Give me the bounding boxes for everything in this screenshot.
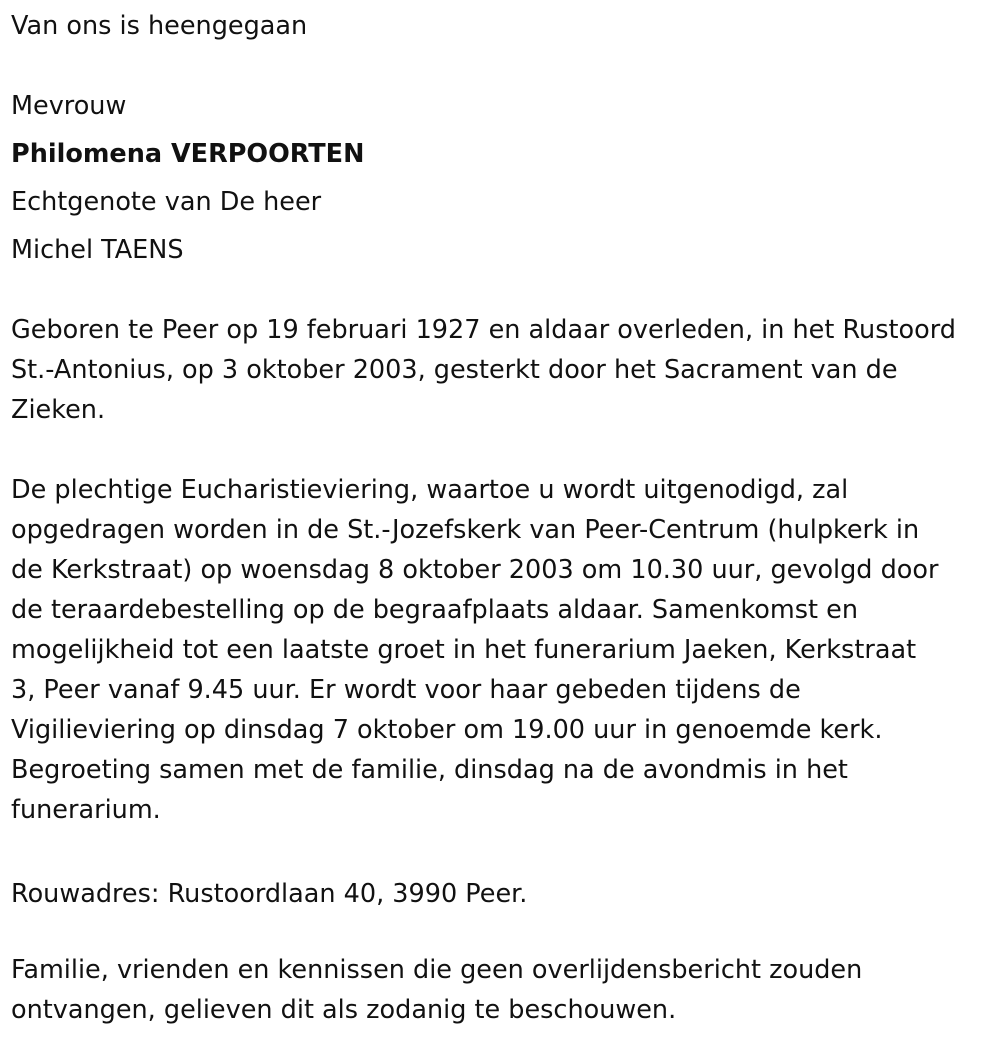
spouse-label: Echtgenote van De heer xyxy=(11,187,322,217)
funeral-mass-paragraph xyxy=(11,470,938,830)
mourning-address: Rouwadres: Rustoordlaan 40, 3990 Peer. xyxy=(11,879,528,909)
deceased-name: Philomena VERPOORTEN xyxy=(11,139,365,169)
paragraph-line: de Kerkstraat) op woensdag 8 oktober 2003 om 10.30 uur, gevolgd door xyxy=(11,555,939,585)
paragraph-line: Zieken. xyxy=(11,395,106,425)
honorific: Mevrouw xyxy=(11,91,127,121)
paragraph-line: Begroeting samen met de familie, dinsdag na de avondmis in het xyxy=(11,755,848,785)
paragraph-line: 3, Peer vanaf 9.45 uur. Er wordt voor haar gebeden tijdens de xyxy=(11,675,801,705)
paragraph-line: mogelijkheid tot een laatste groet in het funerarium Jaeken, Kerkstraat xyxy=(11,635,917,665)
birth-death-paragraph xyxy=(11,310,956,430)
paragraph-line: ontvangen, gelieven dit als zodanig te beschouwen. xyxy=(11,995,677,1025)
intro-text: Van ons is heengegaan xyxy=(11,11,308,41)
paragraph-line: De plechtige Eucharistieviering, waartoe u wordt uitgenodigd, zal xyxy=(11,475,849,505)
paragraph-line: funerarium. xyxy=(11,795,161,825)
paragraph-line: Geboren te Peer op 19 februari 1927 en aldaar overleden, in het Rustoord xyxy=(11,315,956,345)
paragraph-line: Vigilieviering op dinsdag 7 oktober om 19.00 uur in genoemde kerk. xyxy=(11,715,883,745)
paragraph-line: opgedragen worden in de St.-Jozefskerk van Peer-Centrum (hulpkerk in xyxy=(11,515,920,545)
paragraph-line: Familie, vrienden en kennissen die geen overlijdensbericht zouden xyxy=(11,955,863,985)
paragraph-line: St.-Antonius, op 3 oktober 2003, gesterkt door het Sacrament van de xyxy=(11,355,898,385)
paragraph-line: de teraardebestelling op de begraafplaats aldaar. Samenkomst en xyxy=(11,595,858,625)
spouse-name: Michel TAENS xyxy=(11,235,184,265)
family-notice-paragraph xyxy=(11,950,862,1030)
